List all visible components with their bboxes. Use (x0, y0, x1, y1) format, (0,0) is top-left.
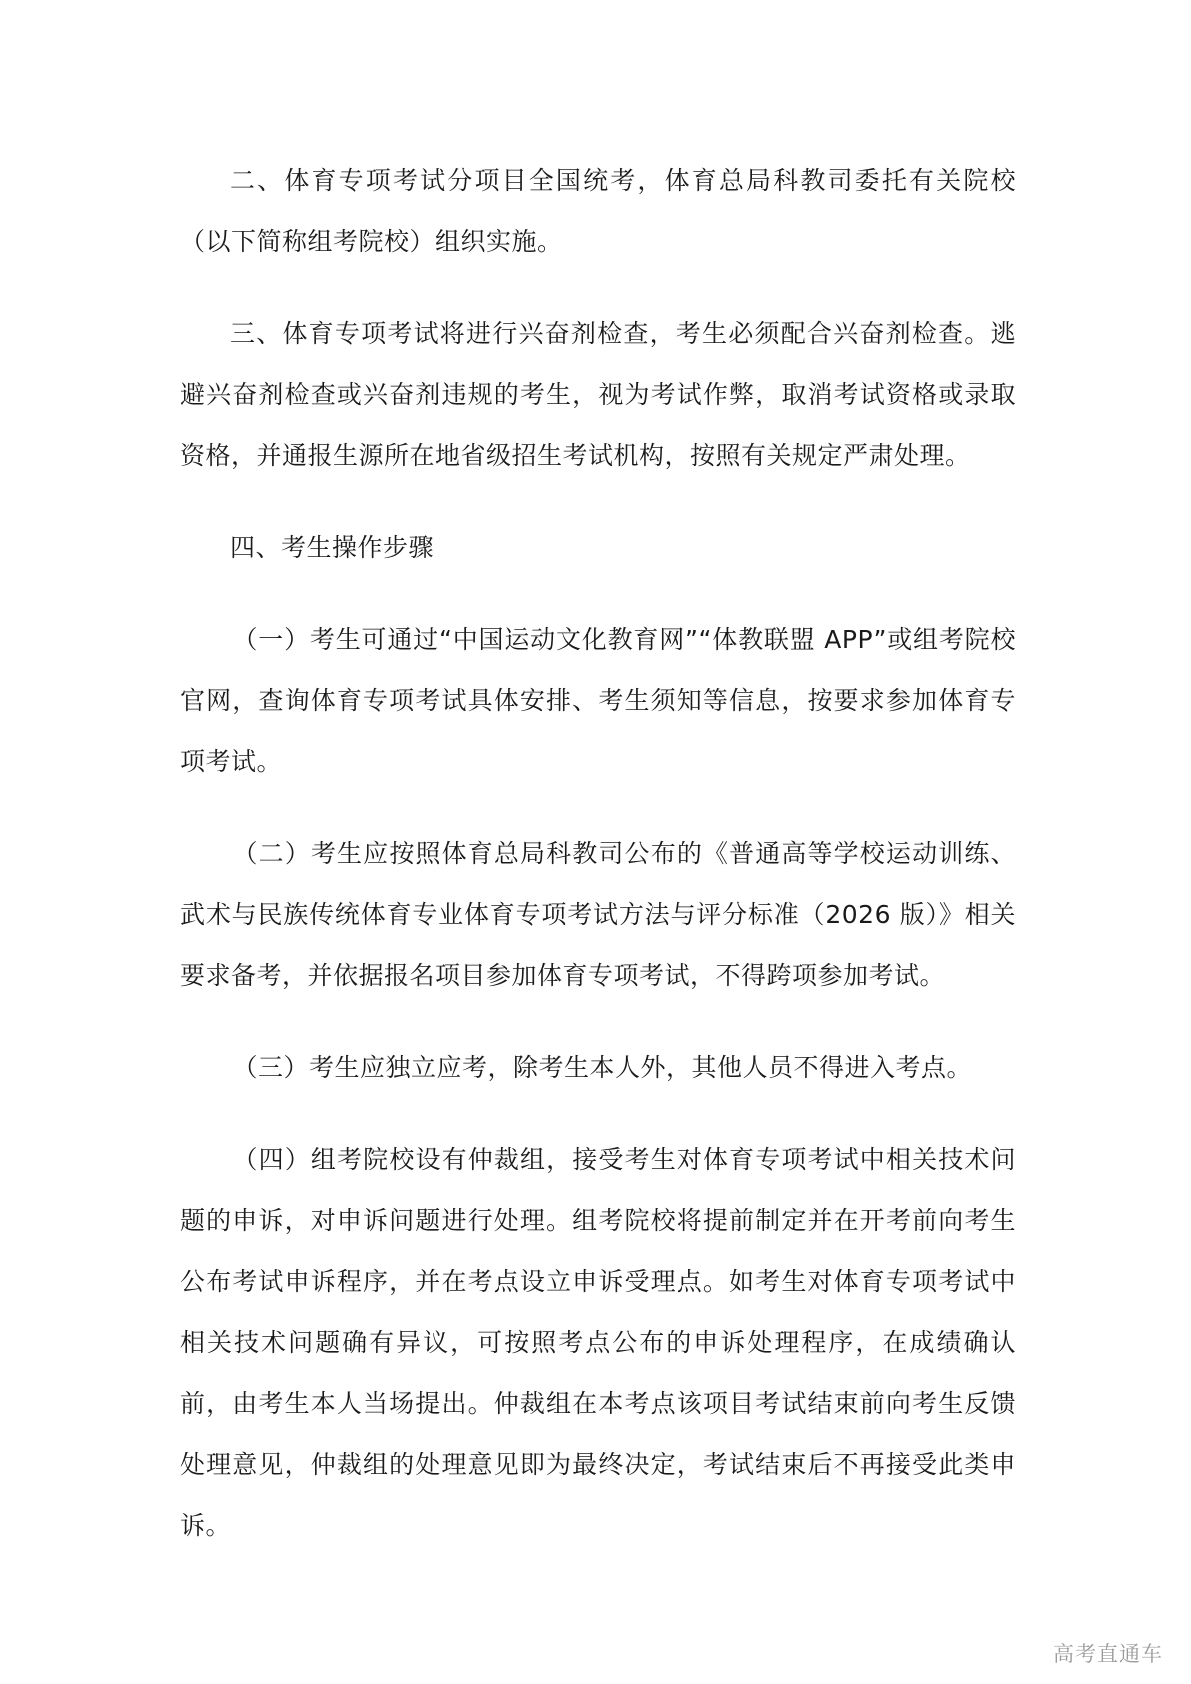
paragraph-item-3: 三、体育专项考试将进行兴奋剂检查，考生必须配合兴奋剂检查。逃避兴奋剂检查或兴奋剂违规的考生，视为考试作弊，取消考试资格或录取资格，并通报生源所在地省级招生考试机构，按照有关规定严肃处理。 (180, 319, 1016, 470)
paragraph-step-1: （一）考生可通过“中国运动文化教育网”“体教联盟 APP”或组考院校官网，查询体育专项考试具体安排、考生须知等信息，按要求参加体育专项考试。 (180, 625, 1016, 776)
paragraph-step-4: （四）组考院校设有仲裁组，接受考生对体育专项考试中相关技术问题的申诉，对申诉问题进行处理。组考院校将提前制定并在开考前向考生公布考试申诉程序，并在考点设立申诉受理点。如考生对体育专项考试中相关技术问题确有异议，可按照考点公布的申诉处理程序，在成绩确认前，由考生本人当场提出。仲裁组在本考点该项目考试结束前向考生反馈处理意见，仲裁组的处理意见即为最终决定，考试结束后不再接受此类申诉。 (180, 1145, 1016, 1540)
document-body (180, 150, 1016, 1587)
watermark-text: 高考直通车 (1053, 1642, 1163, 1666)
paragraph-step-2: （二）考生应按照体育总局科教司公布的《普通高等学校运动训练、武术与民族传统体育专业体育专项考试方法与评分标准（2026 版）》相关要求备考，并依据报名项目参加体育专项考试，不得跨项参加考试。 (180, 839, 1016, 990)
section-heading-4: 四、考生操作步骤 (230, 533, 435, 562)
paragraph-step-3: （三）考生应独立应考，除考生本人外，其他人员不得进入考点。 (232, 1053, 973, 1082)
paragraph-item-2: 二、体育专项考试分项目全国统考，体育总局科教司委托有关院校（以下简称组考院校）组织实施。 (180, 166, 1016, 256)
